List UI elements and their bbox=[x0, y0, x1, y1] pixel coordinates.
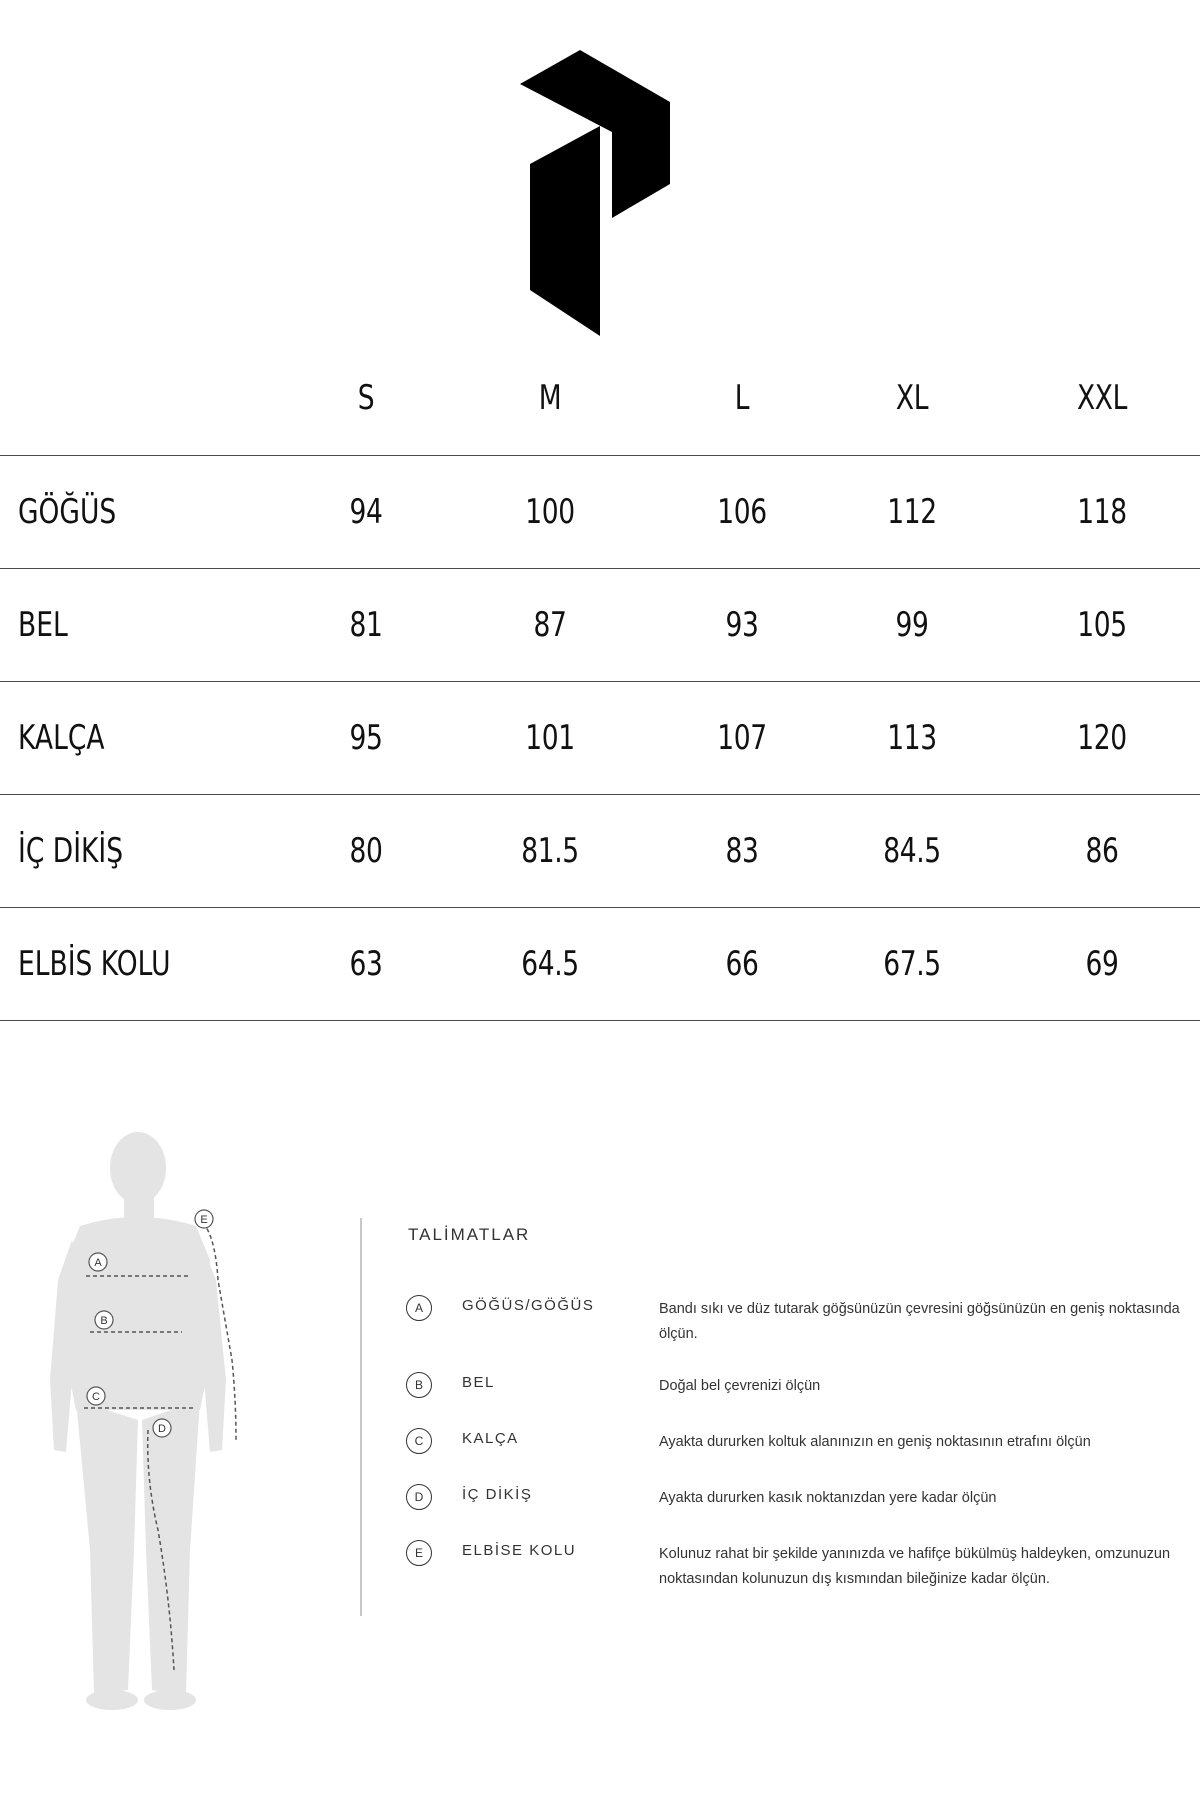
table-cell: 84.5 bbox=[883, 831, 941, 871]
table-cell: 93 bbox=[725, 605, 759, 645]
instructions-title: TALİMATLAR bbox=[408, 1225, 531, 1244]
table-cell: 107 bbox=[717, 718, 767, 758]
table-cell: 81.5 bbox=[521, 831, 579, 871]
table-cell: 118 bbox=[1077, 492, 1127, 532]
table-cell: 95 bbox=[349, 718, 383, 758]
table-cell: 113 bbox=[887, 718, 937, 758]
table-cell: 83 bbox=[725, 831, 759, 871]
instruction-description: Doğal bel çevrenizi ölçün bbox=[659, 1378, 821, 1394]
table-cell: 86 bbox=[1085, 831, 1119, 871]
instruction-name: İÇ DİKİŞ bbox=[462, 1486, 533, 1503]
instruction-name: BEL bbox=[462, 1374, 495, 1391]
table-cell: 63 bbox=[349, 944, 383, 984]
size-header-row bbox=[0, 340, 1200, 456]
table-cell: 87 bbox=[533, 605, 567, 645]
row-label: KALÇA bbox=[18, 718, 105, 758]
marker-d-label: D bbox=[158, 1423, 166, 1435]
table-row bbox=[0, 456, 1200, 569]
size-header: M bbox=[538, 377, 562, 418]
row-label: BEL bbox=[18, 605, 68, 645]
size-header: XXL bbox=[1077, 377, 1127, 418]
size-header: XL bbox=[895, 377, 929, 418]
table-cell: 120 bbox=[1077, 718, 1127, 758]
size-table bbox=[0, 340, 1200, 1021]
instruction-name: KALÇA bbox=[462, 1430, 519, 1447]
table-cell: 80 bbox=[349, 831, 383, 871]
marker-c-label: C bbox=[92, 1391, 100, 1403]
body-silhouette-figure bbox=[50, 1130, 270, 1710]
instruction-description: Ayakta dururken koltuk alanınızın en geniş noktasının etrafını ölçün bbox=[659, 1434, 1091, 1450]
table-row bbox=[0, 908, 1200, 1021]
table-cell: 81 bbox=[349, 605, 383, 645]
table-cell: 66 bbox=[725, 944, 759, 984]
divider-line bbox=[360, 1218, 362, 1616]
marker-b-label: B bbox=[100, 1315, 108, 1327]
letter-badge: E bbox=[406, 1540, 432, 1566]
instruction-description: Kolunuz rahat bir şekilde yanınızda ve hafifçe bükülmüş haldeyken, omzunuzun noktasından kolunuzun dış kısmından bileğinize kadar ölçün. bbox=[659, 1546, 1171, 1587]
table-cell: 100 bbox=[525, 492, 575, 532]
letter-badge: C bbox=[406, 1428, 432, 1454]
table-cell: 99 bbox=[895, 605, 929, 645]
row-label: ELBİS KOLU bbox=[18, 944, 171, 984]
instruction-description: Ayakta dururken kasık noktanızdan yere kadar ölçün bbox=[659, 1490, 997, 1506]
table-cell: 67.5 bbox=[883, 944, 941, 984]
instruction-description: Bandı sıkı ve düz tutarak göğsünüzün çevresini göğsünüzün en geniş noktasında ölçün. bbox=[659, 1301, 1180, 1342]
table-cell: 112 bbox=[887, 492, 937, 532]
letter-badge: D bbox=[406, 1484, 432, 1510]
marker-e-label: E bbox=[200, 1214, 208, 1226]
table-cell: 94 bbox=[349, 492, 383, 532]
row-label: İÇ DİKİŞ bbox=[18, 831, 124, 871]
instruction-name: ELBİSE KOLU bbox=[462, 1542, 577, 1559]
size-header: L bbox=[734, 377, 750, 418]
table-cell: 106 bbox=[717, 492, 767, 532]
letter-badge: B bbox=[406, 1372, 432, 1398]
instruction-name: GÖĞÜS/GÖĞÜS bbox=[462, 1297, 595, 1314]
row-label: GÖĞÜS bbox=[18, 492, 117, 532]
table-cell: 64.5 bbox=[521, 944, 579, 984]
table-cell: 101 bbox=[525, 718, 575, 758]
table-row bbox=[0, 682, 1200, 795]
letter-badge: A bbox=[406, 1295, 432, 1321]
table-cell: 69 bbox=[1085, 944, 1119, 984]
table-row bbox=[0, 569, 1200, 682]
marker-a-label: A bbox=[94, 1257, 102, 1269]
brand-logo-icon bbox=[520, 50, 680, 336]
size-header: S bbox=[357, 377, 375, 418]
table-cell: 105 bbox=[1077, 605, 1127, 645]
table-row bbox=[0, 795, 1200, 908]
